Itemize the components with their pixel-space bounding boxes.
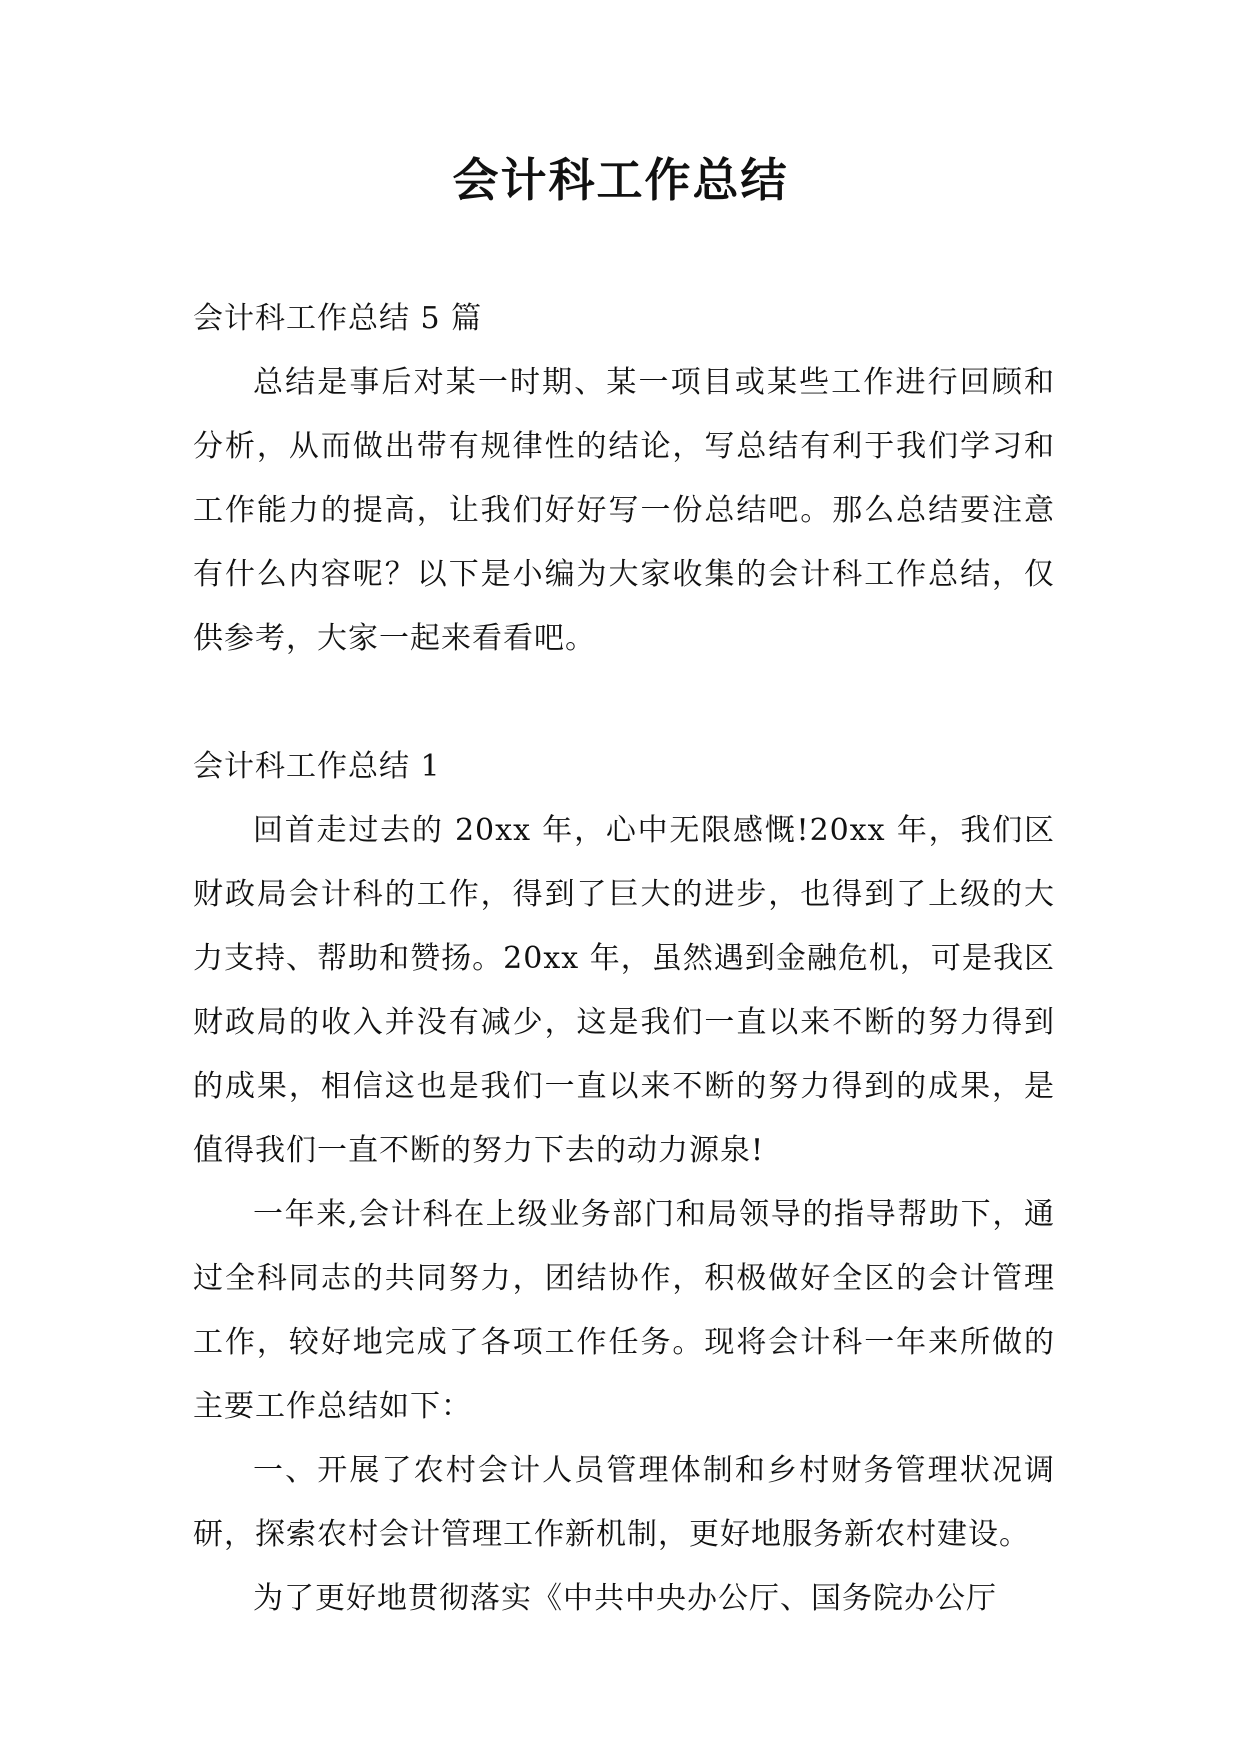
body-paragraph: 回首走过去的 20xx 年，心中无限感慨!20xx 年，我们区财政局会计科的工作，得到了巨大的进步，也得到了上级的大力支持、帮助和赞扬。20xx 年，虽然遇到金融危机，可是我区财政局的收入并没有减少，这是我们一直以来不断的努力得到的成果，相信这也是我们一直以来不断的努力得到的成果，是值得我们一直不断的努力下去的动力源泉! xyxy=(193,813,1055,1168)
document-body xyxy=(193,287,1055,1631)
body-paragraph: 为了更好地贯彻落实《中共中央办公厅、国务院办公厅 xyxy=(253,1581,997,1616)
body-paragraph: 一、开展了农村会计人员管理体制和乡村财务管理状况调研，探索农村会计管理工作新机制，更好地服务新农村建设。 xyxy=(193,1453,1055,1552)
document-subtitle: 会计科工作总结 5 篇 xyxy=(193,301,483,336)
intro-paragraph: 总结是事后对某一时期、某一项目或某些工作进行回顾和分析，从而做出带有规律性的结论，写总结有利于我们学习和工作能力的提高，让我们好好写一份总结吧。那么总结要注意有什么内容呢？以下是小编为大家收集的会计科工作总结，仅供参考，大家一起来看看吧。 xyxy=(193,365,1055,656)
document-title: 会计科工作总结 xyxy=(452,153,789,207)
body-paragraph: 一年来,会计科在上级业务部门和局领导的指导帮助下，通过全科同志的共同努力，团结协作，积极做好全区的会计管理工作，较好地完成了各项工作任务。现将会计科一年来所做的主要工作总结如下： xyxy=(193,1197,1055,1424)
section-spacer xyxy=(193,671,1055,735)
section-heading: 会计科工作总结 1 xyxy=(193,749,441,784)
